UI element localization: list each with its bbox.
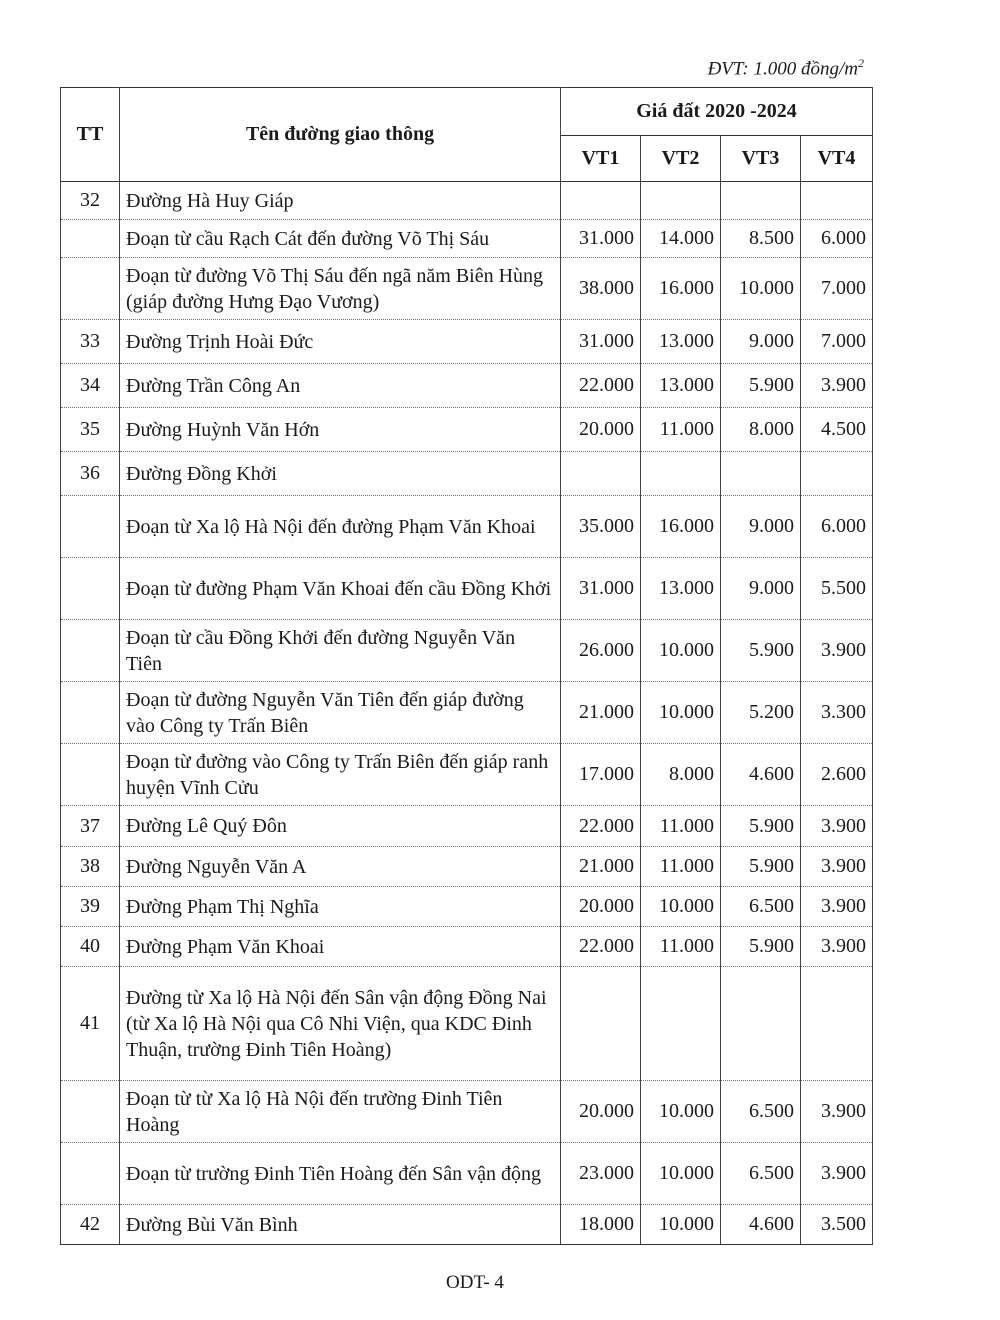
row-tt: 41 xyxy=(61,967,120,1081)
row-vt3: 4.600 xyxy=(721,1205,801,1245)
row-vt1: 35.000 xyxy=(561,496,641,558)
row-vt4: 3.300 xyxy=(801,682,873,744)
unit-note-text: ĐVT: 1.000 đồng/m xyxy=(707,58,858,80)
row-vt4: 5.500 xyxy=(801,558,873,620)
header-vt3: VT3 xyxy=(721,136,801,182)
row-vt2: 13.000 xyxy=(641,320,721,364)
row-vt3: 8.500 xyxy=(721,220,801,258)
row-vt3: 10.000 xyxy=(721,258,801,320)
row-vt3 xyxy=(721,182,801,220)
row-tt xyxy=(61,620,120,682)
table-row xyxy=(61,1205,873,1245)
table-row xyxy=(61,364,873,408)
row-vt4: 3.900 xyxy=(801,1143,873,1205)
row-vt3: 6.500 xyxy=(721,1081,801,1143)
row-vt1: 31.000 xyxy=(561,558,641,620)
row-vt4 xyxy=(801,967,873,1081)
table-row xyxy=(61,452,873,496)
row-tt xyxy=(61,744,120,806)
row-vt3: 5.900 xyxy=(721,847,801,887)
row-road-name: Đoạn từ cầu Rạch Cát đến đường Võ Thị Sáu xyxy=(120,220,561,258)
header-road-name: Tên đường giao thông xyxy=(120,88,561,182)
row-vt2: 11.000 xyxy=(641,408,721,452)
row-vt4: 4.500 xyxy=(801,408,873,452)
row-vt2 xyxy=(641,452,721,496)
row-road-name: Đoạn từ cầu Đồng Khởi đến đường Nguyễn Văn Tiên xyxy=(120,620,561,682)
row-vt4: 6.000 xyxy=(801,220,873,258)
table-row xyxy=(61,1143,873,1205)
table-row xyxy=(61,496,873,558)
row-vt1: 20.000 xyxy=(561,408,641,452)
row-vt1: 20.000 xyxy=(561,887,641,927)
row-vt2: 10.000 xyxy=(641,620,721,682)
row-vt2: 10.000 xyxy=(641,1081,721,1143)
header-price-group: Giá đất 2020 -2024 xyxy=(561,88,873,136)
unit-note xyxy=(708,56,864,80)
table-row xyxy=(61,682,873,744)
row-vt1: 22.000 xyxy=(561,927,641,967)
row-vt1: 23.000 xyxy=(561,1143,641,1205)
row-vt1: 31.000 xyxy=(561,320,641,364)
header-tt: TT xyxy=(61,88,120,182)
row-road-name: Đường Trịnh Hoài Đức xyxy=(120,320,561,364)
header-vt2: VT2 xyxy=(641,136,721,182)
row-road-name: Đường Phạm Thị Nghĩa xyxy=(120,887,561,927)
row-vt2 xyxy=(641,182,721,220)
row-vt4: 3.900 xyxy=(801,364,873,408)
row-vt3: 6.500 xyxy=(721,1143,801,1205)
row-vt2: 14.000 xyxy=(641,220,721,258)
page-footer: ODT- 4 xyxy=(446,1272,504,1293)
row-vt2 xyxy=(641,967,721,1081)
row-tt xyxy=(61,496,120,558)
row-vt4: 3.900 xyxy=(801,620,873,682)
row-vt4 xyxy=(801,182,873,220)
row-vt2: 10.000 xyxy=(641,682,721,744)
row-tt: 39 xyxy=(61,887,120,927)
table-row xyxy=(61,744,873,806)
row-vt4: 2.600 xyxy=(801,744,873,806)
row-tt xyxy=(61,1081,120,1143)
row-road-name: Đoạn từ đường Nguyễn Văn Tiên đến giáp đường vào Công ty Trấn Biên xyxy=(120,682,561,744)
row-vt4: 3.900 xyxy=(801,887,873,927)
row-vt2: 10.000 xyxy=(641,887,721,927)
row-tt xyxy=(61,258,120,320)
row-vt3: 9.000 xyxy=(721,320,801,364)
row-vt3: 5.900 xyxy=(721,927,801,967)
table-row xyxy=(61,927,873,967)
row-vt1: 18.000 xyxy=(561,1205,641,1245)
row-road-name: Đoạn từ đường Võ Thị Sáu đến ngã năm Biên Hùng (giáp đường Hưng Đạo Vương) xyxy=(120,258,561,320)
table-row xyxy=(61,620,873,682)
row-vt1: 31.000 xyxy=(561,220,641,258)
row-vt3: 9.000 xyxy=(721,496,801,558)
table-row xyxy=(61,887,873,927)
row-tt: 37 xyxy=(61,806,120,847)
row-vt2: 16.000 xyxy=(641,258,721,320)
row-road-name: Đoạn từ trường Đinh Tiên Hoàng đến Sân vận động xyxy=(120,1143,561,1205)
row-vt3: 9.000 xyxy=(721,558,801,620)
row-tt: 35 xyxy=(61,408,120,452)
row-vt4: 3.900 xyxy=(801,1081,873,1143)
unit-note-superscript: 2 xyxy=(858,56,864,70)
row-road-name: Đoạn từ từ Xa lộ Hà Nội đến trường Đinh Tiên Hoàng xyxy=(120,1081,561,1143)
row-vt4: 7.000 xyxy=(801,320,873,364)
row-tt: 36 xyxy=(61,452,120,496)
table-row xyxy=(61,258,873,320)
row-road-name: Đường Phạm Văn Khoai xyxy=(120,927,561,967)
row-road-name: Đường Hà Huy Giáp xyxy=(120,182,561,220)
row-vt2: 11.000 xyxy=(641,927,721,967)
row-vt2: 13.000 xyxy=(641,364,721,408)
row-vt3: 5.200 xyxy=(721,682,801,744)
row-vt4: 7.000 xyxy=(801,258,873,320)
row-vt2: 13.000 xyxy=(641,558,721,620)
row-vt2: 11.000 xyxy=(641,806,721,847)
row-vt1: 38.000 xyxy=(561,258,641,320)
row-vt1 xyxy=(561,182,641,220)
row-road-name: Đường Lê Quý Đôn xyxy=(120,806,561,847)
row-vt1 xyxy=(561,967,641,1081)
row-vt3 xyxy=(721,967,801,1081)
row-road-name: Đoạn từ Xa lộ Hà Nội đến đường Phạm Văn Khoai xyxy=(120,496,561,558)
header-vt4: VT4 xyxy=(801,136,873,182)
row-vt4 xyxy=(801,452,873,496)
row-vt2: 16.000 xyxy=(641,496,721,558)
row-vt1: 22.000 xyxy=(561,806,641,847)
row-vt3: 6.500 xyxy=(721,887,801,927)
row-vt1: 20.000 xyxy=(561,1081,641,1143)
row-vt1: 26.000 xyxy=(561,620,641,682)
row-vt4: 3.900 xyxy=(801,806,873,847)
row-vt1: 21.000 xyxy=(561,682,641,744)
table-row xyxy=(61,1081,873,1143)
row-tt: 34 xyxy=(61,364,120,408)
row-tt xyxy=(61,1143,120,1205)
table-row xyxy=(61,320,873,364)
row-vt4: 3.900 xyxy=(801,847,873,887)
row-tt: 33 xyxy=(61,320,120,364)
row-tt: 40 xyxy=(61,927,120,967)
row-road-name: Đường Bùi Văn Bình xyxy=(120,1205,561,1245)
row-road-name: Đoạn từ đường Phạm Văn Khoai đến cầu Đồng Khởi xyxy=(120,558,561,620)
table-row xyxy=(61,408,873,452)
row-vt3: 5.900 xyxy=(721,620,801,682)
header-vt1: VT1 xyxy=(561,136,641,182)
row-vt2: 8.000 xyxy=(641,744,721,806)
table-row xyxy=(61,182,873,220)
table-row xyxy=(61,806,873,847)
row-vt4: 3.900 xyxy=(801,927,873,967)
row-tt xyxy=(61,558,120,620)
row-vt2: 11.000 xyxy=(641,847,721,887)
row-tt: 42 xyxy=(61,1205,120,1245)
row-vt3 xyxy=(721,452,801,496)
table-row xyxy=(61,967,873,1081)
row-vt4: 6.000 xyxy=(801,496,873,558)
row-tt: 38 xyxy=(61,847,120,887)
table-row xyxy=(61,847,873,887)
table-row xyxy=(61,220,873,258)
row-tt xyxy=(61,220,120,258)
row-vt1 xyxy=(561,452,641,496)
row-road-name: Đường Huỳnh Văn Hớn xyxy=(120,408,561,452)
table-header xyxy=(61,88,873,182)
land-price-table xyxy=(60,87,873,1245)
row-road-name: Đoạn từ đường vào Công ty Trấn Biên đến giáp ranh huyện Vĩnh Cửu xyxy=(120,744,561,806)
row-tt: 32 xyxy=(61,182,120,220)
table-row xyxy=(61,558,873,620)
row-vt1: 22.000 xyxy=(561,364,641,408)
row-vt3: 4.600 xyxy=(721,744,801,806)
row-vt1: 17.000 xyxy=(561,744,641,806)
row-vt3: 8.000 xyxy=(721,408,801,452)
row-vt4: 3.500 xyxy=(801,1205,873,1245)
table-body xyxy=(61,182,873,1245)
row-road-name: Đường Đồng Khởi xyxy=(120,452,561,496)
row-vt2: 10.000 xyxy=(641,1205,721,1245)
row-vt2: 10.000 xyxy=(641,1143,721,1205)
row-road-name: Đường Nguyễn Văn A xyxy=(120,847,561,887)
row-tt xyxy=(61,682,120,744)
row-road-name: Đường Trần Công An xyxy=(120,364,561,408)
row-vt3: 5.900 xyxy=(721,364,801,408)
row-vt3: 5.900 xyxy=(721,806,801,847)
row-vt1: 21.000 xyxy=(561,847,641,887)
row-road-name: Đường từ Xa lộ Hà Nội đến Sân vận động Đồng Nai (từ Xa lộ Hà Nội qua Cô Nhi Viện, qua KDC Đinh Thuận, trường Đinh Tiên Hoàng) xyxy=(120,967,561,1081)
